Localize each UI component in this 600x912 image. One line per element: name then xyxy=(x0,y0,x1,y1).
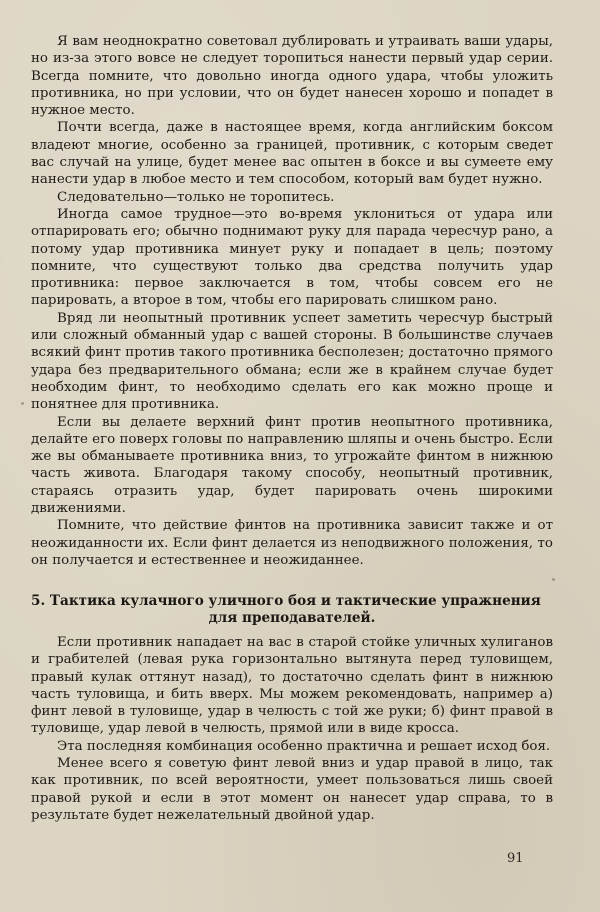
paragraph: Почти всегда, даже в настоящее время, когда английским боксом владеют многие, особенно за границей, противник, с которым сведет вас случай на улице, будет менее вас опытен в боксе и вы сумеете ему нанести удар в любое место и тем способом, который вам будет нужно. xyxy=(31,120,553,188)
paragraph: Эта последняя комбинация особенно практична и решает исход боя. xyxy=(57,738,551,754)
section-heading-line-1: 5. Тактика кулачного уличного боя и тактические упражнения xyxy=(31,593,541,609)
paragraph: Менее всего я советую финт левой вниз и удар правой в лицо, так как противник, по всей вероятности, умеет пользоваться лишь своей правой рукой и если в этот момент он нанесет удар справа, то в результате будет нежелательный двойной удар. xyxy=(31,756,553,823)
paragraph: Если вы делаете верхний финт против неопытного противника, делайте его поверх головы по направлению шляпы и очень быстро. Если же вы обманываете противника вниз, то угрожайте финтом в нижнюю часть живота. Благодаря такому способу, неопытный противник, стараясь отразить удар, будет парировать очень широкими движениями. xyxy=(31,414,553,517)
paper-speck xyxy=(552,578,555,581)
body-text-top xyxy=(31,33,553,569)
paragraph: Я вам неоднократно советовал дублировать и утраивать ваши удары, но из-за этого вовсе не следует торопиться нанести первый удар серии. Всегда помните, что довольно иногда одного удара, чтобы уложить противника, но при условии, что он будет нанесен хорошо и попадет в нужное место. xyxy=(31,34,553,119)
section-heading-line-2: для преподавателей. xyxy=(208,610,376,626)
paragraph: Иногда самое трудное—это во-время уклониться от удара или отпарировать его; обычно поднимают руку для парада чересчур рано, а потому удар противника минует руку и попадает в цель; поэтому помните, что существуют только два средства получить удар противника: первое заключается в том, чтобы совсем его не парировать, а второе в том, чтобы его парировать слишком рано. xyxy=(31,206,553,309)
paragraph: Помните, что действие финтов на противника зависит также и от неожиданности их. Если финт делается из неподвижного положения, то он получается и естественнее и неожиданнее. xyxy=(31,518,553,568)
paper-speck xyxy=(21,402,24,405)
paragraph: Следовательно—только не торопитесь. xyxy=(57,189,335,205)
section-heading xyxy=(31,593,553,627)
page-number: 91 xyxy=(507,851,524,866)
body-text-bottom xyxy=(31,634,553,824)
paragraph: Вряд ли неопытный противник успеет заметить чересчур быстрый или сложный обманный удар с вашей стороны. В большинстве случаев всякий финт против такого противника бесполезен; достаточно прямого удара без предварительного обмана; если же в крайнем случае будет необходим финт, то необходимо сделать его как можно проще и понятнее для противника. xyxy=(31,310,553,413)
paragraph: Если противник нападает на вас в старой стойке уличных хулиганов и грабителей (левая рука горизонтально вытянута перед туловищем, правый кулак оттянут назад), то достаточно сделать финт в нижнюю часть туловища, и бить вверх. Мы можем рекомендовать, например а) финт левой в туловище, удар в челюсть с той же руки; б) финт правой в туловище, удар левой в челюсть, прямой или в виде кросса. xyxy=(31,635,553,737)
